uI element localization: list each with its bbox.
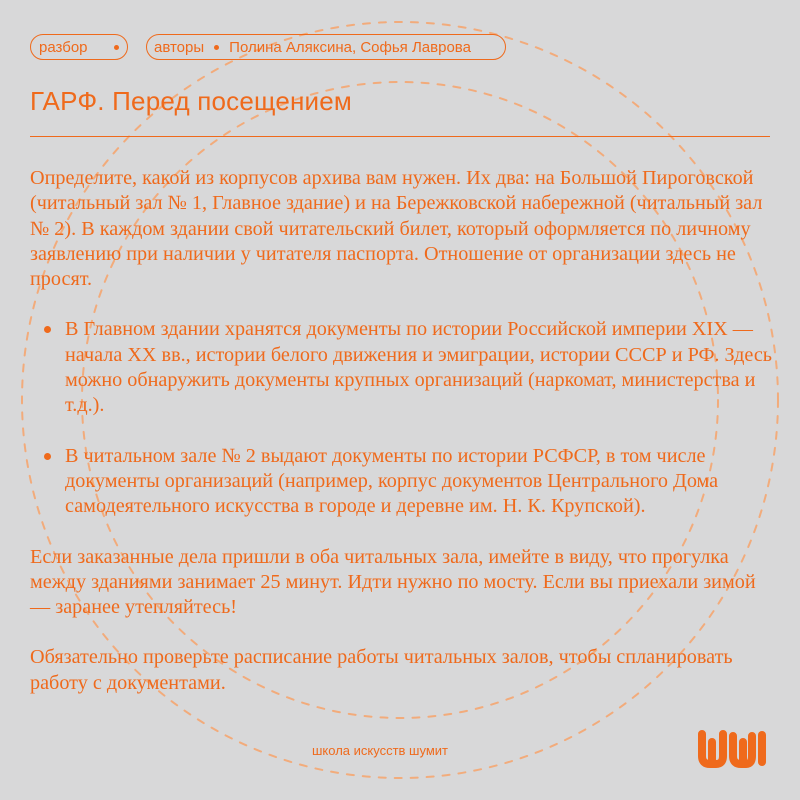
winter-paragraph: Если заказанные дела пришли в оба читальных зала, имейте в виду, что прогулка между зданиями занимает 25 минут. Идти нужно по мосту. Если вы приехали зимой — заранее утепляйтесь! — [30, 545, 756, 619]
schedule-paragraph: Обязательно проверьте расписание работы читальных залов, чтобы спланировать работу с документами. — [30, 646, 733, 694]
bullet-item-main-building: В Главном здании хранятся документы по истории Российской империи XIX — начала XX вв., истории белого движения и эмиграции, истории СССР и РФ. Здесь можно обнаружить документы крупных организаций (наркомат, министерства и т.д.). — [30, 317, 775, 418]
authors-tag — [146, 34, 506, 60]
title-divider — [30, 136, 770, 137]
authors-names: Полина Аляксина, Софья Лаврова — [229, 38, 471, 56]
intro-paragraph: Определите, какой из корпусов архива вам нужен. Их два: на Большой Пироговской (читальный зал № 1, Главное здание) и на Бережковской набережной (читальный зал № 2). В каждом здании свой читательский билет, который оформляется по личному заявлению при наличии у читателя паспорта. Отношение от организации здесь не просят. — [30, 167, 763, 291]
bullet-list — [30, 317, 775, 519]
footer-school-name: школа искусств шумит — [312, 743, 448, 758]
authors-tag-label: авторы — [154, 38, 205, 56]
page-title: ГАРФ. Перед посещением — [30, 86, 353, 116]
tag-dot-icon — [114, 45, 119, 50]
category-tag — [30, 34, 128, 60]
category-tag-label: разбор — [39, 38, 88, 56]
tags-row — [30, 33, 506, 61]
bullet-item-reading-room-2: В читальном зале № 2 выдают документы по истории РСФСР, в том числе документы организаций (например, корпус документов Центрального Дома самодеятельного искусства в городе и деревне им. Н. К. Крупской). — [30, 444, 775, 520]
article-body — [30, 166, 775, 696]
tag-dot-icon — [214, 45, 219, 50]
school-logo-icon — [694, 726, 772, 772]
